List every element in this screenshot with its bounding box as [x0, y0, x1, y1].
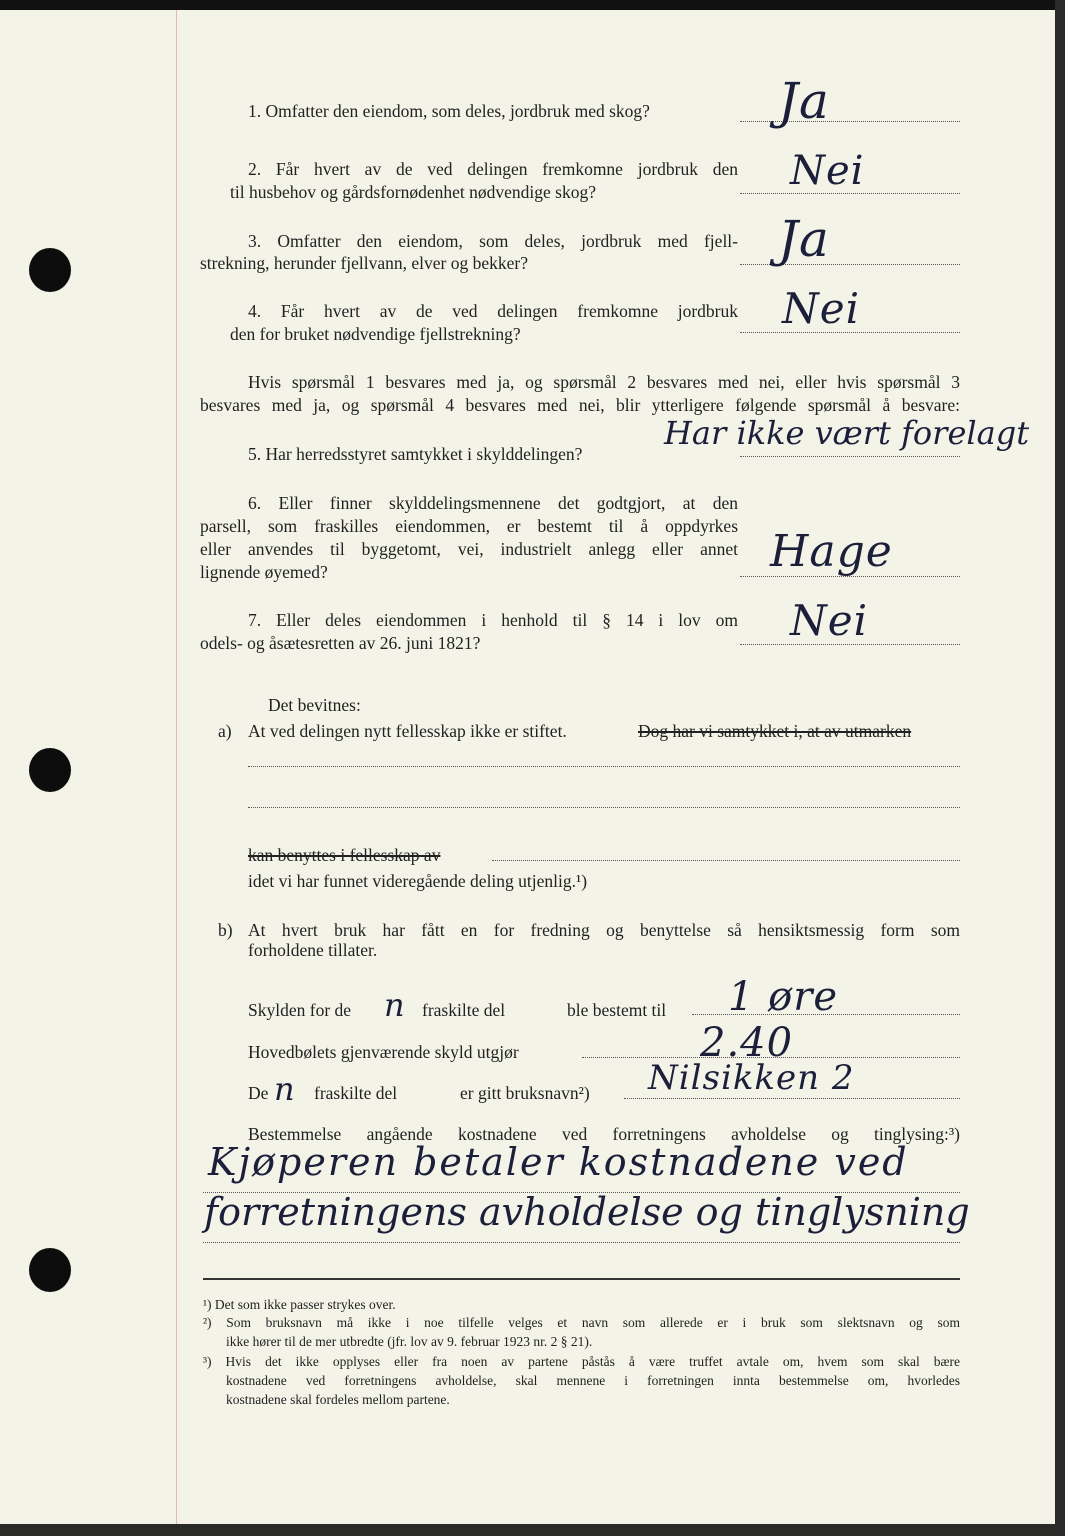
- attest-a-prefix: a): [218, 721, 232, 741]
- costs-hw-line-2: forretningens avholdelse og tinglysning: [204, 1190, 970, 1234]
- footnote-2-line-2: ikke hører til de mer utbredte (jfr. lov av 9. februar 1923 nr. 2 § 21).: [226, 1334, 593, 1349]
- skyld-label-1: Skylden for de: [248, 1000, 352, 1020]
- skyld-value-1: 1 øre: [728, 974, 839, 1020]
- skyld-label-1b: fraskilte del: [422, 1000, 506, 1020]
- footnote-3-line-2: kostnadene ved forretningens avholdelse, skal mennene i forretningen innta bestemmelse om, hvorledes: [226, 1373, 960, 1388]
- scan-top-edge: [0, 0, 1065, 10]
- skyld-label-2: Hovedbølets gjenværende skyld utgjør: [248, 1042, 519, 1062]
- footnote-rule: [203, 1278, 960, 1280]
- question-4-line-1: 4. Får hvert av de ved delingen fremkomne jordbruk: [248, 301, 738, 321]
- punch-hole: [29, 248, 71, 292]
- attest-heading: Det bevitnes:: [268, 695, 361, 715]
- answer-line: [740, 456, 960, 457]
- question-7-line-1: 7. Eller deles eiendommen i henhold til § 14 i lov om: [248, 610, 738, 630]
- answer-5: Har ikke vært forelagt: [664, 414, 1030, 452]
- attest-b-line-1: At hvert bruk har fått en for fredning og benyttelse så hensiktsmessig form som: [248, 920, 960, 940]
- scan-right-edge: [1055, 0, 1065, 1536]
- question-7-line-2: odels- og åsætesretten av 26. juni 1821?: [200, 633, 481, 653]
- document-page: [0, 10, 1065, 1524]
- costs-hw-line-1: Kjøperen betaler kostnadene ved: [208, 1140, 909, 1184]
- value-line: [624, 1098, 960, 1099]
- answer-6: Hage: [770, 526, 893, 577]
- skyld-value-3: Nilsikken 2: [648, 1058, 855, 1098]
- costs-label: Bestemmelse angående kostnadene ved forretningens avholdelse og tinglysing:³): [248, 1124, 960, 1144]
- skyld-hw-1: n: [384, 986, 406, 1024]
- footnote-3-line-1: ³) Hvis det ikke opplyses eller fra noen av partene påstås å være truffet avtale om, hvem som skal bære: [203, 1354, 960, 1369]
- answer-line: [740, 264, 960, 265]
- skyld-value-2: 2.40: [700, 1020, 794, 1066]
- question-4-line-2: den for bruket nødvendige fjellstrekning?: [230, 324, 521, 344]
- blank-line: [492, 860, 960, 861]
- attest-a-text-2: idet vi har funnet videregående deling utjenlig.¹): [248, 871, 588, 891]
- blank-line: [248, 766, 960, 767]
- conditional-line-1: Hvis spørsmål 1 besvares med ja, og spørsmål 2 besvares med nei, eller hvis spørsmål 3: [248, 372, 960, 392]
- question-3-line-2: strekning, herunder fjellvann, elver og bekker?: [200, 253, 528, 273]
- question-6-line-3: eller anvendes til byggetomt, vei, industrielt anlegg eller annet: [200, 539, 738, 559]
- question-6-line-4: lignende øyemed?: [200, 562, 328, 582]
- blank-line: [203, 1242, 960, 1243]
- scan-bottom-edge: [0, 1524, 1065, 1536]
- attest-a-struck-2: kan benyttes i fellesskap av: [248, 845, 441, 865]
- attest-a-struck: Dog har vi samtykket i, at av utmarken: [638, 721, 912, 741]
- skyld-label-3: De: [248, 1083, 269, 1103]
- attest-a-text: At ved delingen nytt fellesskap ikke er stiftet.: [248, 721, 567, 741]
- margin-line: [176, 10, 177, 1524]
- question-2-line-2: til husbehov og gårdsfornødenhet nødvendige skog?: [230, 182, 596, 202]
- answer-line: [740, 121, 960, 122]
- footnote-1: ¹) Det som ikke passer strykes over.: [203, 1297, 396, 1312]
- skyld-label-3c: er gitt bruksnavn²): [460, 1083, 590, 1103]
- answer-7: Nei: [790, 596, 869, 645]
- question-1: 1. Omfatter den eiendom, som deles, jordbruk med skog?: [248, 101, 650, 121]
- blank-line: [248, 807, 960, 808]
- attest-b-prefix: b): [218, 920, 233, 940]
- question-5: 5. Har herredsstyret samtykket i skylddelingen?: [248, 444, 583, 464]
- conditional-line-2: besvares med ja, og spørsmål 4 besvares med nei, blir ytterligere følgende spørsmål å besvare:: [200, 395, 960, 415]
- skyld-label-1c: ble bestemt til: [567, 1000, 667, 1020]
- question-3-line-1: 3. Omfatter den eiendom, som deles, jordbruk med fjell-: [248, 231, 738, 251]
- answer-4: Nei: [782, 284, 861, 333]
- punch-hole: [29, 748, 71, 792]
- skyld-hw-3: n: [274, 1070, 296, 1108]
- punch-hole: [29, 1248, 71, 1292]
- footnote-3-line-3: kostnadene skal fordeles mellom partene.: [226, 1392, 450, 1407]
- question-6-line-2: parsell, som fraskilles eiendommen, er bestemt til å oppdyrkes: [200, 516, 738, 536]
- answer-3: Ja: [778, 210, 830, 268]
- attest-b-line-2: forholdene tillater.: [248, 940, 378, 960]
- question-2-line-1: 2. Får hvert av de ved delingen fremkomne jordbruk den: [248, 159, 738, 179]
- footnote-2-line-1: ²) Som bruksnavn må ikke i noe tilfelle velges et navn som allerede er i bruk som slektsnavn og som: [203, 1315, 960, 1330]
- skyld-label-3b: fraskilte del: [314, 1083, 398, 1103]
- answer-2: Nei: [790, 148, 865, 194]
- answer-1: Ja: [778, 72, 830, 130]
- question-6-line-1: 6. Eller finner skylddelingsmennene det godtgjort, at den: [248, 493, 738, 513]
